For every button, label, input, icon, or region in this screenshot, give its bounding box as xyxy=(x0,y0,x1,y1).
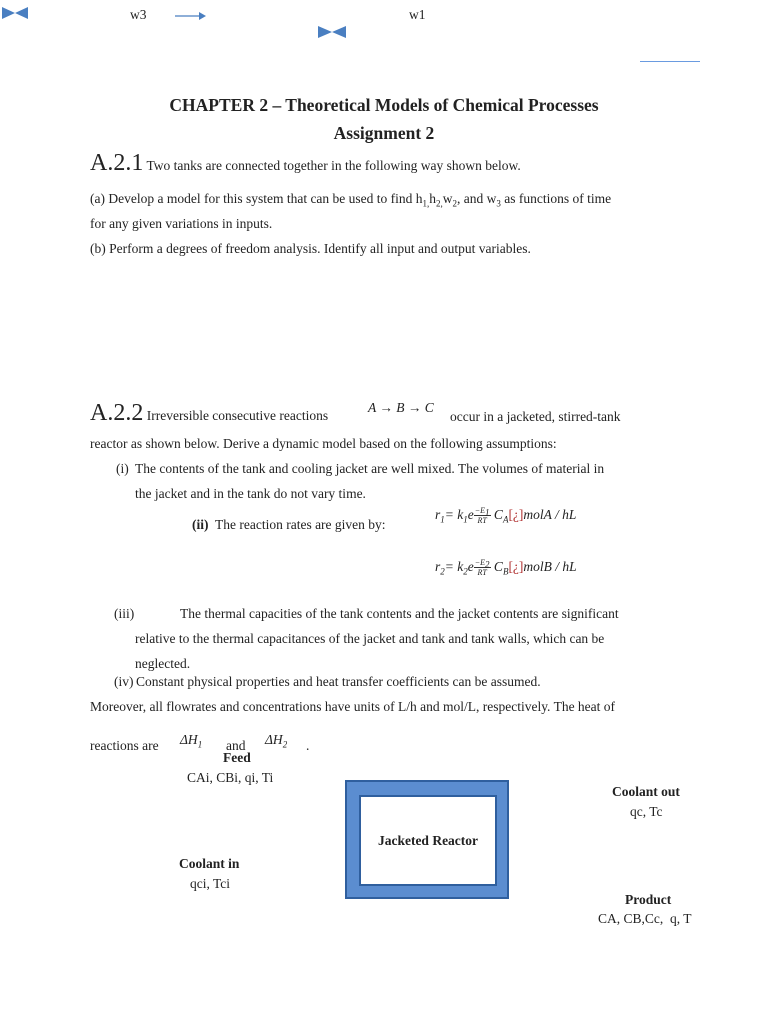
item-iii-line1: The thermal capacities of the tank contents and the jacket contents are significant xyxy=(180,606,619,621)
heat-dh2: $\Delta H_2$ xyxy=(265,732,288,750)
item-iv-text: Constant physical properties and heat transfer coefficients can be assumed. xyxy=(136,674,541,689)
item-ii-marker: (ii) xyxy=(192,517,209,532)
product-label: Product xyxy=(625,892,672,907)
heat-dh1: $\Delta H_1$ xyxy=(180,732,203,750)
problem-intro: Irreversible consecutive reactions xyxy=(146,408,329,423)
assignment-title: Assignment 2 xyxy=(333,123,435,143)
feed-label: Feed xyxy=(223,750,251,765)
item-iii-line3: neglected. xyxy=(135,656,191,671)
coolant-in-label: Coolant in xyxy=(179,856,240,871)
problem-a21 xyxy=(90,150,690,177)
problem-intro: Two tanks are connected together in the following way shown below. xyxy=(146,158,521,173)
item-iv-marker: (iv) xyxy=(114,674,134,689)
item-i-line1: The contents of the tank and cooling jacket are well mixed. The volumes of material in xyxy=(135,461,605,476)
reactor-vessel xyxy=(359,795,497,886)
part-a-text: (a) Develop a model for this system that can be used to find h xyxy=(90,191,423,206)
valve-icon-right xyxy=(316,25,348,44)
divider-line xyxy=(640,61,700,62)
rate-equation-r1: $r_1= k_1e-E_1$ RT $C_A[¿]molA$ / hL xyxy=(435,506,577,525)
part-a-text-end: as functions of time xyxy=(504,191,612,206)
part-a-line1: (a) Develop a model for this system that can be used to find $h_{1,}h_{2,}w_2$, and $w_3$ as functions of time xyxy=(90,191,612,209)
coolant-in-values: qci, Tci xyxy=(190,876,231,891)
item-i-line2: the jacket and in the tank do not vary time. xyxy=(135,486,366,501)
coolant-out-label: Coolant out xyxy=(612,784,680,799)
item-ii-text: The reaction rates are given by: xyxy=(215,517,386,532)
rate-equation-r2: $r_2= k_2e-E_2$ RT $C_B[¿]molB$ / hL xyxy=(435,558,577,577)
reactor-label: Jacketed Reactor xyxy=(377,832,479,848)
part-b: (b) Perform a degrees of freedom analysis. Identify all input and output variables. xyxy=(90,241,531,256)
reactor-jacket xyxy=(345,780,509,899)
coolant-out-values: qc, Tc xyxy=(630,804,663,819)
chapter-title: CHAPTER 2 – Theoretical Models of Chemical Processes xyxy=(169,95,599,115)
problem-intro-end: occur in a jacketed, stirred-tank xyxy=(450,409,621,424)
problem-line2: reactor as shown below. Derive a dynamic model based on the following assumptions: xyxy=(90,436,557,451)
problem-number: A.2.1 xyxy=(90,150,144,176)
feed-values: CAi, CBi, qi, Ti xyxy=(187,770,274,785)
reaction-equation: A → B → C xyxy=(368,400,434,415)
and-text: and xyxy=(226,738,246,753)
stream-label-w1: w1 xyxy=(409,7,426,22)
arrow-right-icon xyxy=(175,8,207,26)
item-i-marker: (i) xyxy=(116,461,129,476)
product-values: CA, CB,Cc, q, T xyxy=(598,911,692,926)
part-a-line2: for any given variations in inputs. xyxy=(90,216,273,231)
moreover-text: Moreover, all flowrates and concentrations have units of L/h and mol/L, respectively. The heat of xyxy=(90,699,616,714)
valve-icon-left xyxy=(0,6,30,25)
stream-label-w3: w3 xyxy=(130,7,147,22)
reactions-are-text: reactions are xyxy=(90,738,159,753)
period: . xyxy=(306,738,310,753)
item-iii-line2: relative to the thermal capacitances of the jacket and tank and tank walls, which can be xyxy=(135,631,605,646)
item-iii-marker: (iii) xyxy=(114,606,135,621)
problem-number: A.2.2 xyxy=(90,400,144,426)
